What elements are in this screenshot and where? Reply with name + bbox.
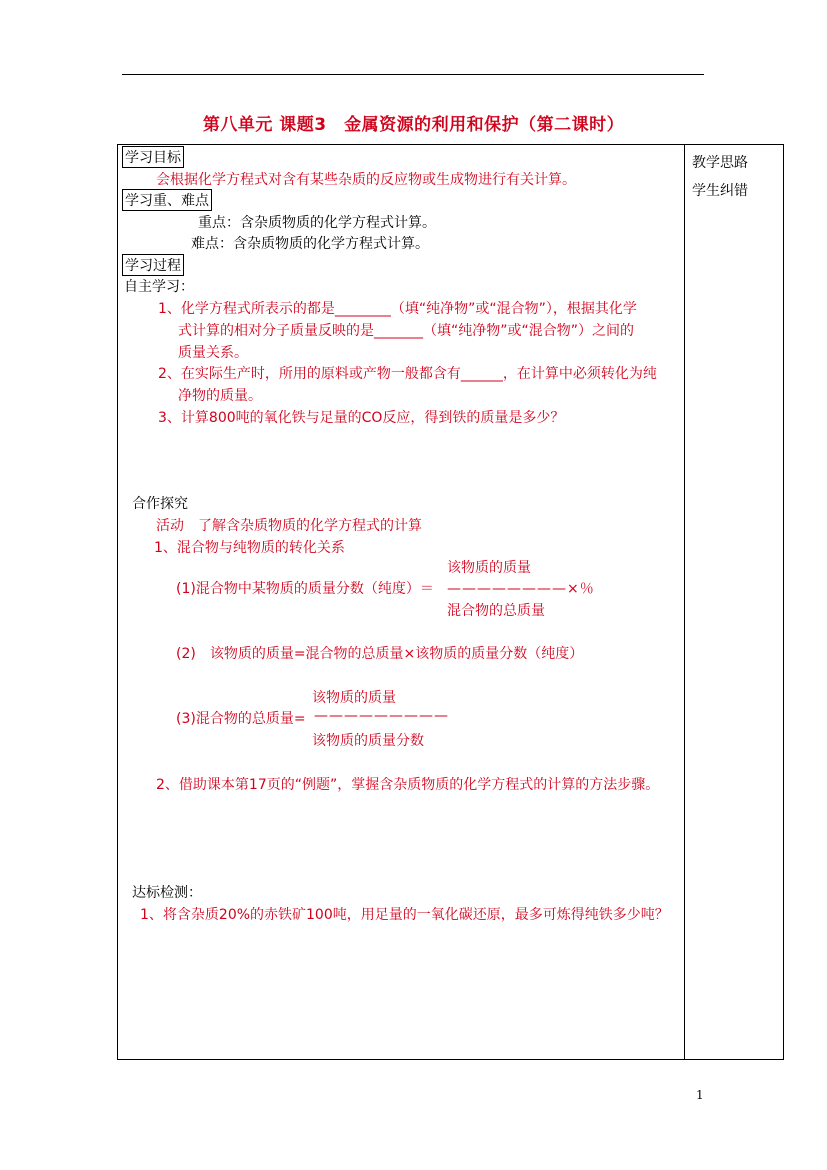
- process-item-3: 3、计算800吨的氧化铁与足量的CO反应，得到铁的质量是多少？: [158, 410, 565, 426]
- column-divider: [684, 144, 685, 1060]
- process-item-1a: 1、化学方程式所表示的都是________（填“纯净物”或“混合物”），根据其化学: [158, 301, 637, 317]
- cooperation-activity: 活动 了解含杂质物质的化学方程式的计算: [156, 518, 422, 534]
- objectives-text: 会根据化学方程式对含有某些杂质的反应物或生成物进行有关计算。: [156, 172, 576, 188]
- formula2: (2) 该物质的质量=混合物的总质量×该物质的质量分数（纯度）: [176, 646, 584, 662]
- formula3-numerator: 该物质的质量: [312, 690, 396, 706]
- header-rule: [122, 74, 704, 75]
- side-label-student-correction: 学生纠错: [692, 183, 748, 199]
- side-label-teaching-idea: 教学思路: [692, 155, 748, 171]
- process-item-2b: 净物的质量。: [178, 388, 262, 404]
- assessment-heading: 达标检测：: [132, 885, 202, 901]
- process-heading: 学习过程: [122, 254, 184, 276]
- formula3-lhs: (3)混合物的总质量=: [176, 711, 306, 727]
- page-title: 第八单元 课题3 金属资源的利用和保护（第二课时）: [202, 115, 625, 135]
- cooperation-point-2: 2、借助课本第17页的“例题”，掌握含杂质物质的化学方程式的计算的方法步骤。: [156, 777, 660, 793]
- keypoint-difficulty: 难点：含杂质物质的化学方程式计算。: [191, 236, 429, 252]
- objectives-heading: 学习目标: [122, 146, 184, 168]
- formula1-fraction-line: ————————×％: [447, 581, 595, 597]
- cooperation-point-1: 1、混合物与纯物质的转化关系: [154, 540, 345, 556]
- self-study-label: 自主学习：: [124, 279, 194, 295]
- keypoints-heading: 学习重、难点: [122, 189, 212, 211]
- keypoint-main: 重点：含杂质物质的化学方程式计算。: [198, 215, 436, 231]
- page-number: 1: [696, 1088, 704, 1102]
- process-item-2a: 2、在实际生产时，所用的原料或产物一般都含有______，在计算中必须转化为纯: [158, 366, 657, 382]
- formula3-fraction-line: —————————: [314, 708, 449, 724]
- cooperation-heading: 合作探究: [132, 496, 188, 512]
- formula3-denominator: 该物质的质量分数: [312, 733, 424, 749]
- process-item-1c: 质量关系。: [178, 345, 248, 361]
- formula1-denominator: 混合物的总质量: [447, 603, 545, 619]
- formula1-lhs: (1)混合物中某物质的质量分数（纯度）＝: [176, 581, 434, 597]
- process-item-1b: 式计算的相对分子质量反映的是_______（填“纯净物”或“混合物”）之间的: [178, 323, 635, 339]
- assessment-item-1: 1、将含杂质20%的赤铁矿100吨，用足量的一氧化碳还原，最多可炼得纯铁多少吨？: [140, 907, 669, 923]
- formula1-numerator: 该物质的质量: [447, 560, 531, 576]
